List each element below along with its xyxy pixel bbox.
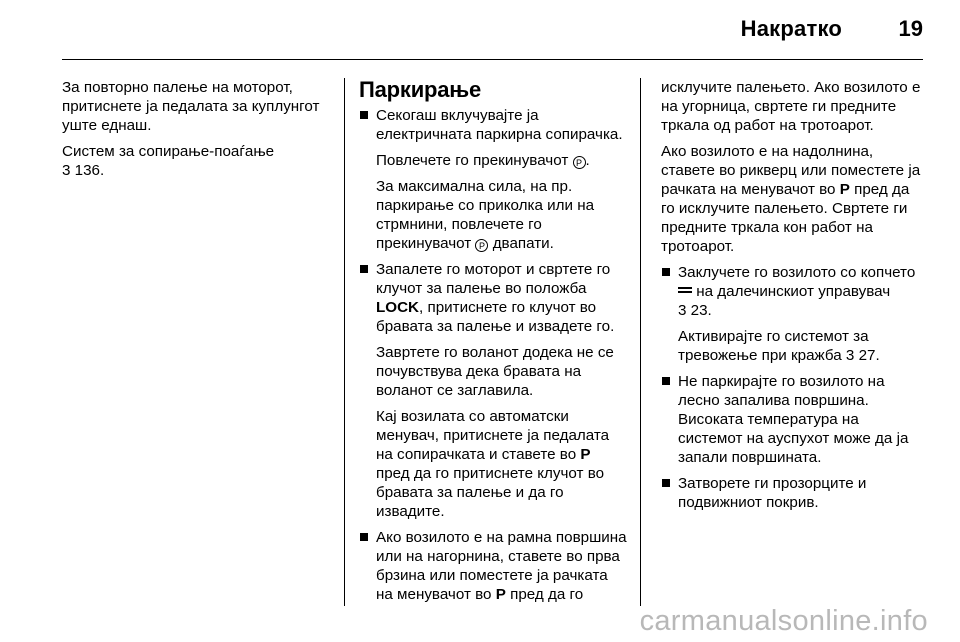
column-2 — [359, 78, 627, 611]
gear-p-label: P — [839, 181, 850, 198]
paragraph-text: двапати. — [492, 235, 554, 252]
paragraph — [359, 151, 627, 170]
paragraph — [661, 327, 927, 365]
gear-p-label: P — [580, 446, 591, 463]
column-1 — [62, 78, 324, 187]
paragraph: За повторно палење на моторот, притиснете ја педалата за куплунгот уште еднаш. — [62, 79, 320, 134]
bullet-text: Не паркирајте го возилото на лесно запалива површина. Високата температура на системот на ауспухот може да ја запали површината. — [678, 373, 909, 466]
bullet-square-icon — [662, 377, 670, 385]
bullet-item — [661, 474, 927, 512]
paragraph-text: Систем за сопирање-поаѓање — [62, 143, 275, 160]
parking-brake-icon: P — [475, 239, 488, 252]
section-title: Паркирање — [359, 77, 482, 102]
bullet-square-icon — [662, 268, 670, 276]
lock-button-icon — [678, 287, 692, 297]
bullet-text: на далечинскиот управувач — [696, 283, 891, 300]
header-title: Накратко — [740, 16, 842, 41]
page-reference-link[interactable]: 3 136. — [62, 162, 105, 179]
paragraph-text: пред да го притиснете клучот во бравата за палење и да го извадите. — [376, 465, 605, 520]
paragraph — [359, 177, 627, 253]
paragraph-text: . — [585, 152, 590, 169]
column-divider-1 — [344, 78, 345, 606]
column-divider-2 — [640, 78, 641, 606]
watermark: carmanualsonline.info — [639, 605, 928, 637]
parking-brake-icon: P — [573, 156, 586, 169]
page-reference-link[interactable]: 3 23. — [678, 302, 712, 319]
bullet-text: Затворете ги прозорците и подвижниот покрив. — [678, 475, 867, 511]
bullet-square-icon — [662, 479, 670, 487]
bullet-square-icon — [360, 533, 368, 541]
paragraph-text: Ако возилото е на надолнина, ставете во рикверц или поместете ја рачката на менувачот во — [661, 143, 921, 198]
bullet-item — [661, 372, 927, 467]
paragraph-text: пред да го исклучите палењето. Свртете ги предните тркала кон работ на тротоарот. — [661, 181, 910, 255]
bullet-item — [359, 260, 627, 336]
bullet-text: Секогаш вклучувајте ја електричната паркирна сопирачка. — [376, 107, 623, 143]
paragraph — [62, 142, 324, 180]
paragraph: исклучите палењето. Ако возилото е на угорница, свртете ги предните тркала од работ на тротоарот. — [661, 79, 921, 134]
lock-position-label: LOCK — [376, 299, 420, 316]
paragraph — [359, 407, 627, 521]
bullet-square-icon — [360, 265, 368, 273]
bullet-text: , притиснете го клучот во бравата за палење и извадете го. — [376, 299, 615, 335]
gear-p-label: P — [495, 586, 506, 603]
header-divider — [62, 59, 923, 60]
bullet-square-icon — [360, 111, 368, 119]
column-3 — [661, 78, 927, 519]
paragraph-text: Активирајте го системот за тревожење при кражба — [678, 328, 869, 364]
bullet-item — [359, 106, 627, 144]
paragraph — [661, 142, 927, 256]
bullet-text: Ако возилото е на рамна површина или на нагорнина, ставете во прва брзина или поместете ја рачката на менувачот во — [376, 529, 627, 603]
bullet-item — [661, 263, 927, 320]
bullet-text: пред да го — [510, 586, 584, 603]
paragraph-text: За максимална сила, на пр. паркирање со приколка или на стрмнини, повлечете го прекинувачот — [376, 178, 595, 252]
bullet-item — [359, 528, 627, 604]
bullet-text: Заклучете го возилото со копчето — [678, 264, 916, 281]
page-reference-link[interactable]: 3 27. — [845, 347, 880, 364]
page-number: 19 — [898, 16, 923, 41]
paragraph: Завртете го воланот додека не се почувствува дека бравата на воланот се заглавила. — [376, 344, 614, 399]
paragraph-text: Повлечете го прекинувачот — [376, 152, 569, 169]
bullet-text: Запалете го моторот и свртете го клучот за палење во положба — [376, 261, 611, 297]
paragraph-text: Кај возилата со автоматски менувач, притиснете ја педалата на сопирачката и ставете во — [376, 408, 610, 463]
